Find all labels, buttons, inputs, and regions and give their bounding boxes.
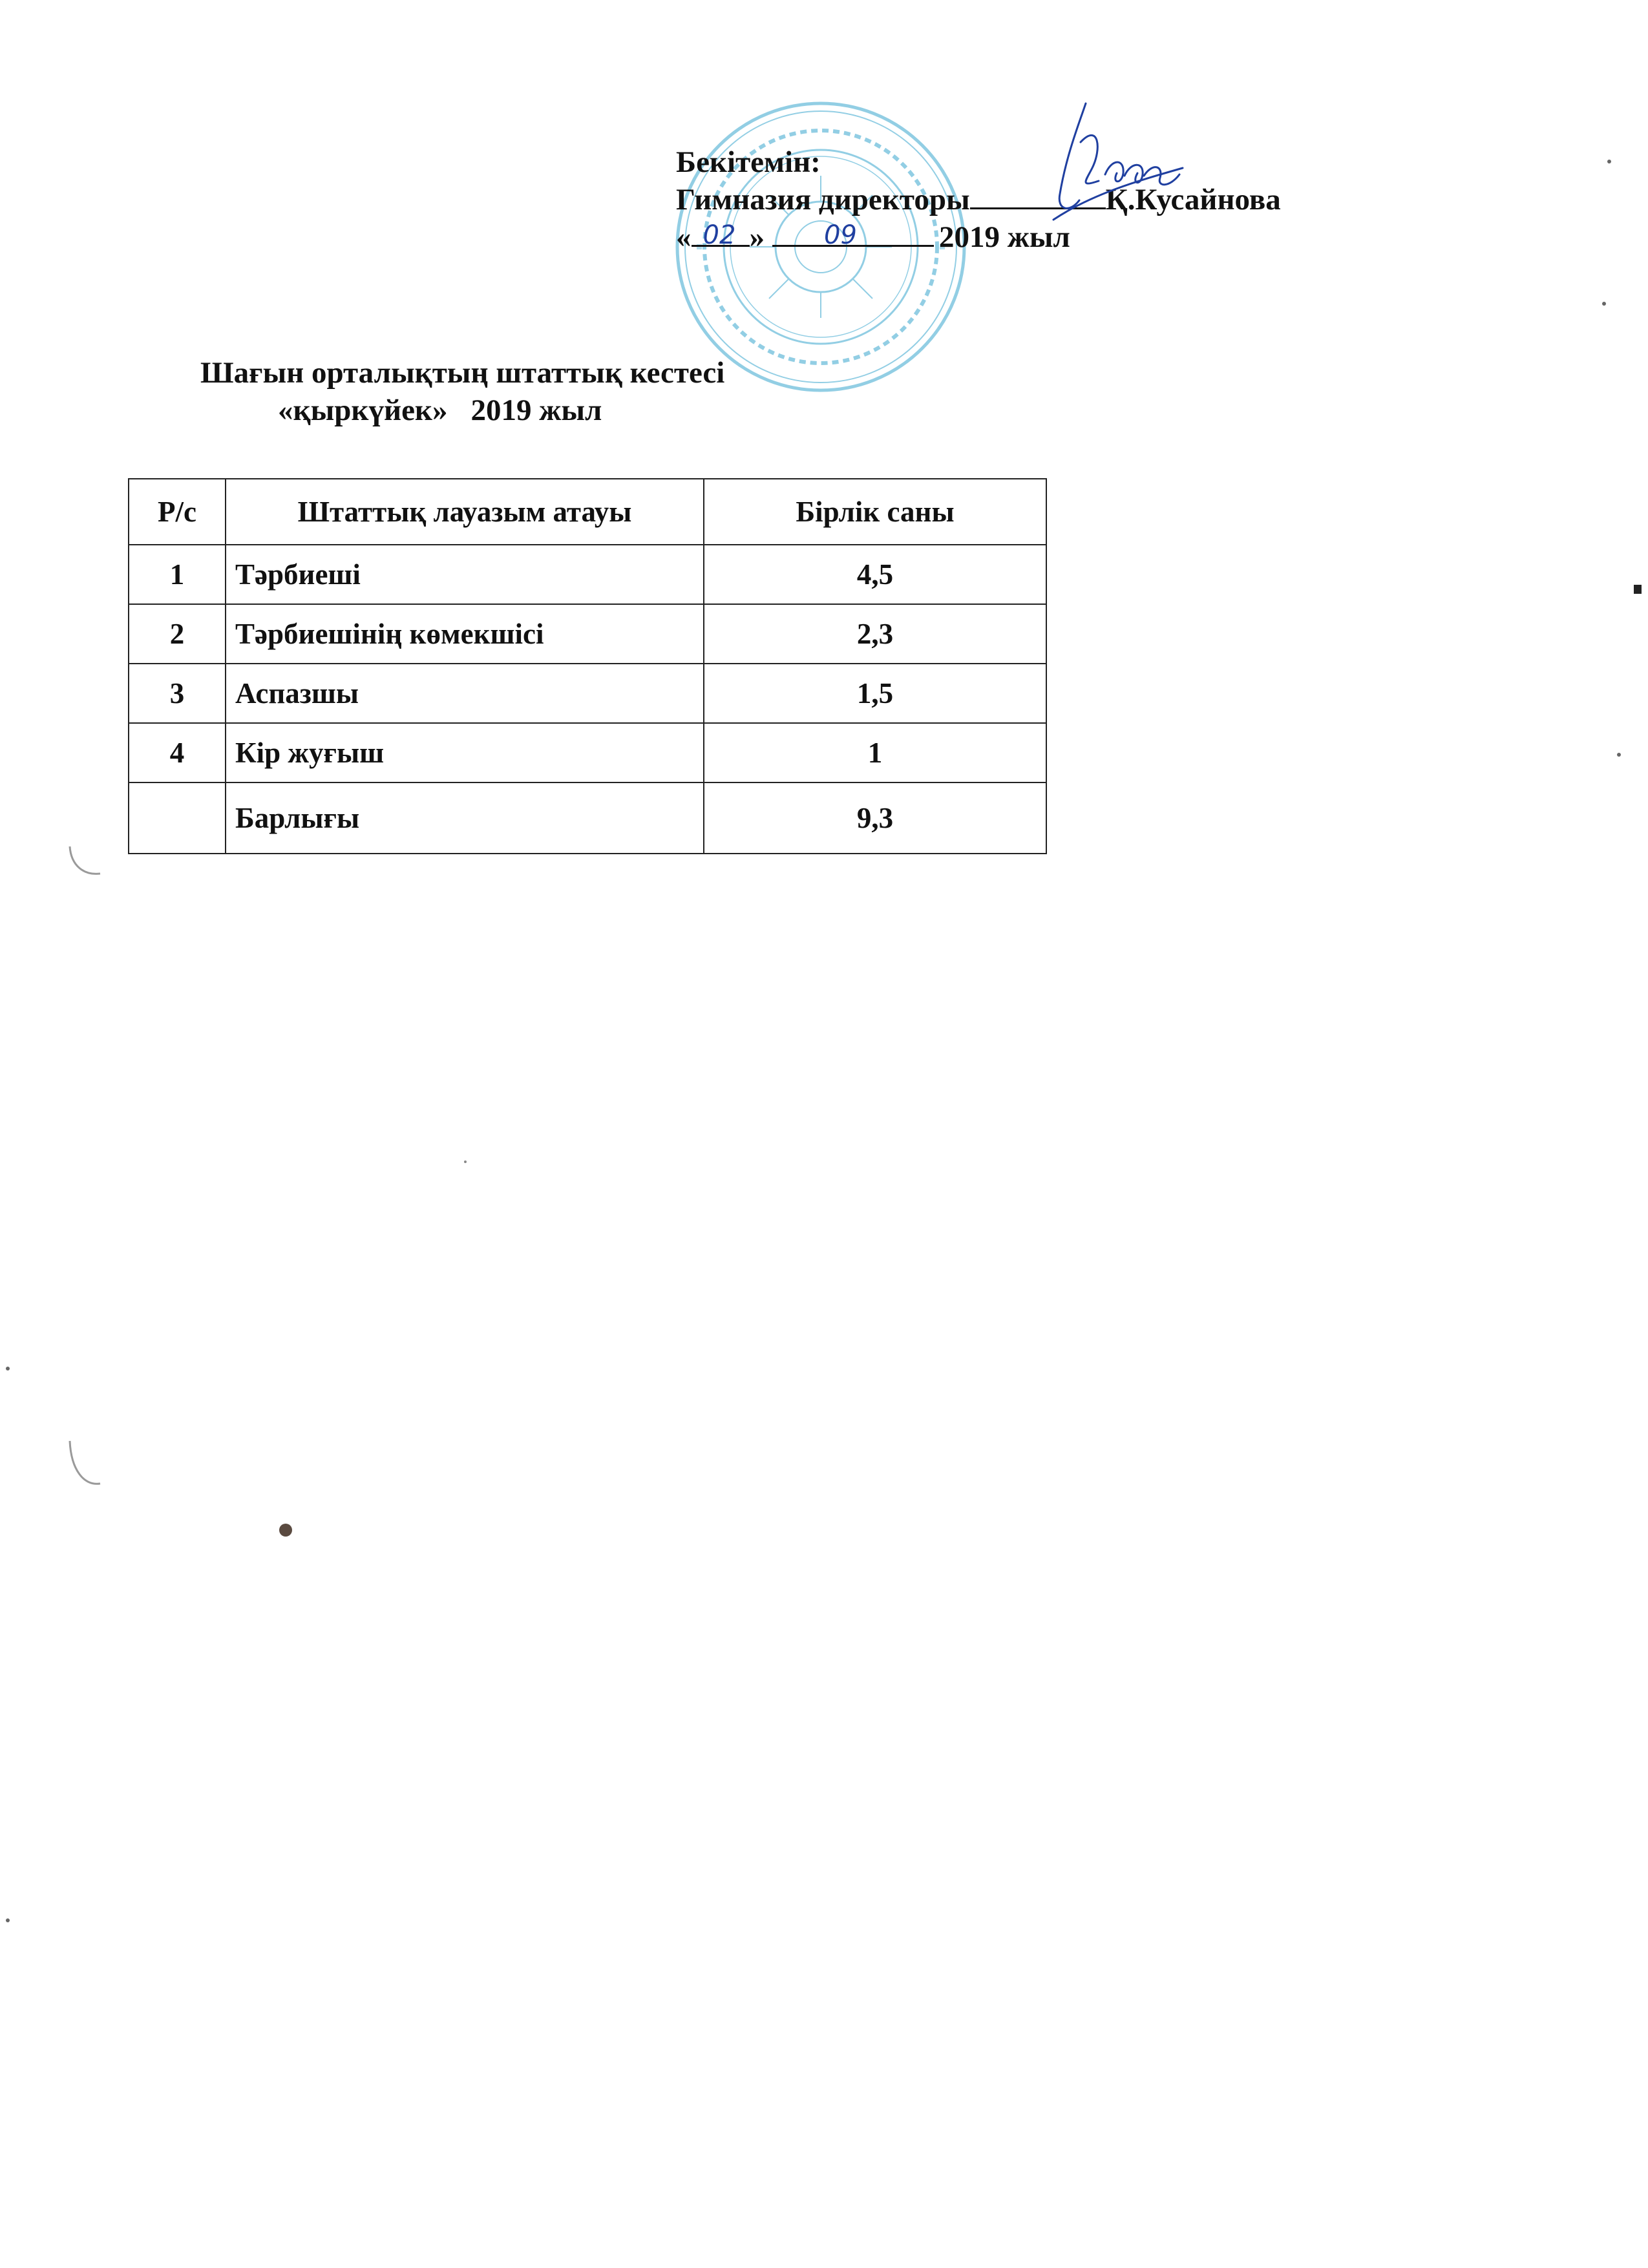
date-month-field bbox=[772, 219, 934, 250]
director-position: Гимназия директоры bbox=[676, 183, 970, 216]
date-open-quote: « bbox=[676, 220, 692, 254]
approval-block bbox=[676, 143, 1281, 256]
table-row bbox=[129, 604, 1046, 664]
total-label: Барлығы bbox=[226, 782, 704, 854]
approval-label: Бекітемін: bbox=[676, 145, 821, 179]
table-header-row bbox=[129, 479, 1046, 545]
row-position: Тәрбиеші bbox=[226, 545, 704, 604]
table-row bbox=[129, 664, 1046, 723]
date-day-handwritten: 02 bbox=[703, 220, 736, 250]
row-num: 3 bbox=[129, 664, 226, 723]
row-num: 1 bbox=[129, 545, 226, 604]
row-num: 4 bbox=[129, 723, 226, 782]
row-num: 2 bbox=[129, 604, 226, 664]
director-name: Қ.Кусайнова bbox=[1105, 183, 1281, 216]
header-count: Бірлік саны bbox=[704, 479, 1046, 545]
title-month: «қыркүйек» bbox=[278, 394, 448, 427]
row-count: 4,5 bbox=[704, 545, 1046, 604]
table-row bbox=[129, 723, 1046, 782]
approval-director-line bbox=[676, 181, 1281, 218]
total-num bbox=[129, 782, 226, 854]
row-count: 2,3 bbox=[704, 604, 1046, 664]
header-num: Р/с bbox=[129, 479, 226, 545]
row-position: Аспазшы bbox=[226, 664, 704, 723]
approval-date-line bbox=[676, 218, 1281, 256]
date-month-handwritten: 09 bbox=[824, 220, 857, 250]
date-day-field bbox=[692, 219, 750, 250]
row-count: 1,5 bbox=[704, 664, 1046, 723]
document-title bbox=[200, 354, 724, 429]
title-line-1: Шағын орталықтың штаттық кестесі bbox=[200, 356, 725, 390]
header-position: Штаттық лауазым атауы bbox=[226, 479, 704, 545]
date-year: 2019 жыл bbox=[939, 220, 1070, 254]
table-row bbox=[129, 545, 1046, 604]
row-position: Кір жуғыш bbox=[226, 723, 704, 782]
title-year: 2019 жыл bbox=[470, 394, 602, 427]
signature-icon bbox=[1041, 97, 1189, 226]
row-count: 1 bbox=[704, 723, 1046, 782]
row-position: Тәрбиешінің көмекшісі bbox=[226, 604, 704, 664]
title-line-2 bbox=[200, 392, 724, 429]
staff-schedule-table bbox=[128, 478, 1047, 854]
table-total-row bbox=[129, 782, 1046, 854]
total-count: 9,3 bbox=[704, 782, 1046, 854]
date-close-quote: » bbox=[749, 220, 765, 254]
